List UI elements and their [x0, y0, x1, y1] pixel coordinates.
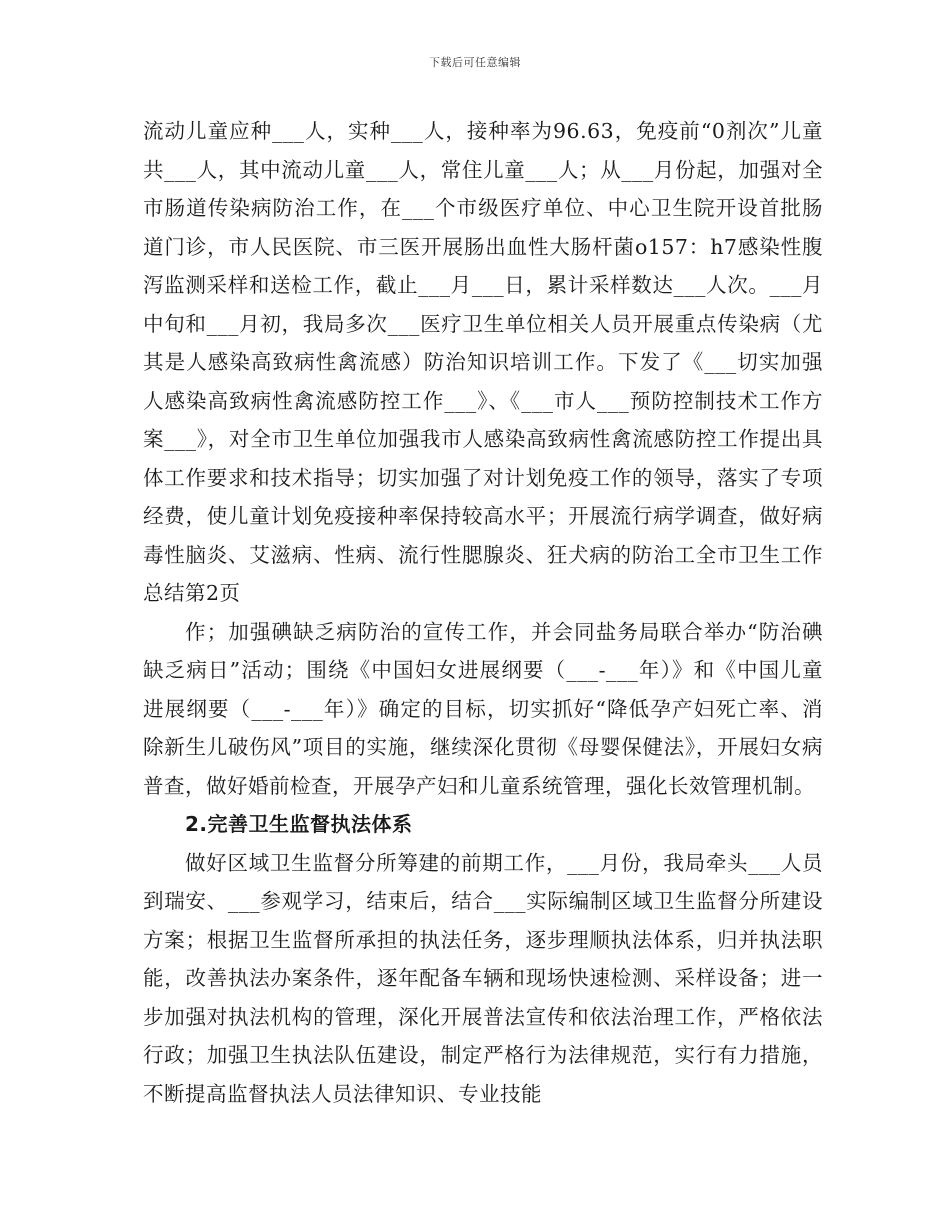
paragraph-health-supervision: 做好区域卫生监督分所筹建的前期工作，___月份，我局牵头___人员到瑞安、___参观学习，结束后，结合___实际编制区域卫生监督分所建设方案；根据卫生监督所承担的执法任务，逐步理顺执法体系，归并执法职能，改善执法办案条件，逐年配备车辆和现场快速检测、采样设备；进一步加强对执法机构的管理，深化开展普法宣传和依法治理工作，严格依法行政；加强卫生执法队伍建设，制定严格行为法律规范，实行有力措施，不断提高监督执法人员法律知识、专业技能: [143, 850, 823, 1106]
document-body: [143, 112, 823, 1113]
paragraph-disease-control: 流动儿童应种___人，实种___人，接种率为96.63，免疫前“0剂次”儿童共___人，其中流动儿童___人，常住儿童___人；从___月份起，加强对全市肠道传染病防治工作，在___个市级医疗单位、中心卫生院开设首批肠道门诊，市人民医院、市三医开展肠出血性大肠杆菌o157：h7感染性腹泻监测采样和送检工作，截止___月___日，累计采样数达___人次。___月中旬和___月初，我局多次___医疗卫生单位相关人员开展重点传染病（尤其是人感染高致病性禽流感）防治知识培训工作。下发了《___切实加强人感染高致病性禽流感防控工作___》、《___市人___预防控制技术工作方案___》，对全市卫生单位加强我市人感染高致病性禽流感防控工作提出具体工作要求和技术指导；切实加强了对计划免疫工作的领导，落实了专项经费，使儿童计划免疫接种率保持较高水平；开展流行病学调查，做好病毒性脑炎、艾滋病、性病、流行性腮腺炎、狂犬病的防治工全市卫生工作总结第2页: [143, 119, 823, 605]
section-heading: 2.完善卫生监督执法体系: [185, 812, 413, 836]
page-header: 下载后可任意编辑: [429, 56, 521, 69]
paragraph-maternal-child-health: 作；加强碘缺乏病防治的宣传工作，并会同盐务局联合举办“防治碘缺乏病日”活动；围绕《中国妇女进展纲要（___-___年）》和《中国儿童进展纲要（___-___年）》确定的目标，切实抓好“降低孕产妇死亡率、消除新生儿破伤风”项目的实施，继续深化贯彻《母婴保健法》，开展妇女病普查，做好婚前检查，开展孕产妇和儿童系统管理，强化长效管理机制。: [143, 619, 823, 798]
